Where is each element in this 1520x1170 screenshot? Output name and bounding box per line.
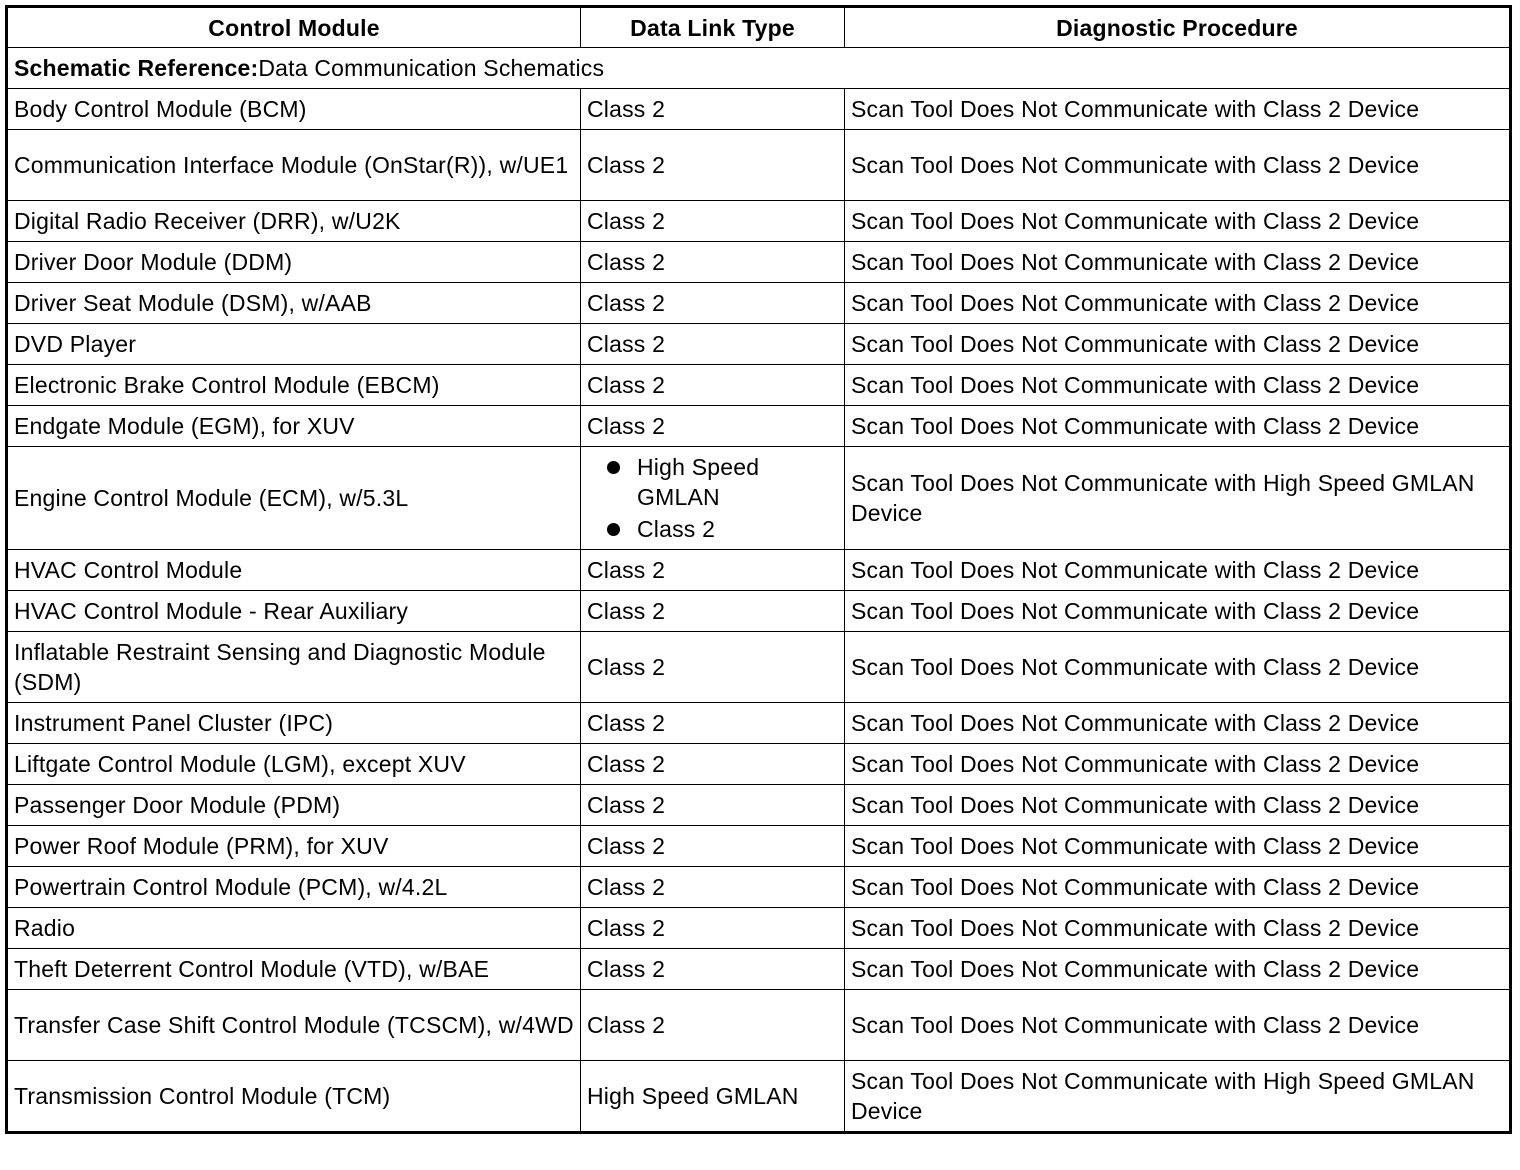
- module-cell: Electronic Brake Control Module (EBCM): [7, 365, 581, 406]
- table-row: [7, 130, 1511, 201]
- table-row: [7, 908, 1511, 949]
- bullet-icon: [607, 461, 620, 474]
- module-cell: Transfer Case Shift Control Module (TCSCM), w/4WD: [7, 990, 581, 1061]
- table-row: [7, 550, 1511, 591]
- link-type-item: High Speed GMLAN: [637, 454, 760, 510]
- module-cell: Communication Interface Module (OnStar(R)), w/UE1: [7, 130, 581, 201]
- link-type-cell: Class 2: [581, 242, 845, 283]
- procedure-cell: Scan Tool Does Not Communicate with Class 2 Device: [845, 785, 1511, 826]
- table-row: [7, 826, 1511, 867]
- link-type-cell: Class 2: [581, 826, 845, 867]
- procedure-cell: Scan Tool Does Not Communicate with Class 2 Device: [845, 826, 1511, 867]
- link-type-list: [587, 452, 838, 544]
- procedure-cell: Scan Tool Does Not Communicate with Class 2 Device: [845, 283, 1511, 324]
- procedure-cell: Scan Tool Does Not Communicate with Class 2 Device: [845, 632, 1511, 703]
- procedure-cell: Scan Tool Does Not Communicate with Class 2 Device: [845, 867, 1511, 908]
- table-row: [7, 990, 1511, 1061]
- table-row: [7, 89, 1511, 130]
- procedure-cell: Scan Tool Does Not Communicate with Class 2 Device: [845, 406, 1511, 447]
- link-type-cell: Class 2: [581, 591, 845, 632]
- table-row: [7, 949, 1511, 990]
- link-type-cell: Class 2: [581, 867, 845, 908]
- link-type-cell: Class 2: [581, 632, 845, 703]
- link-type-cell: Class 2: [581, 949, 845, 990]
- link-type-cell: Class 2: [581, 283, 845, 324]
- table-row: [7, 365, 1511, 406]
- table-row: [7, 867, 1511, 908]
- link-type-cell: Class 2: [581, 908, 845, 949]
- procedure-cell: Scan Tool Does Not Communicate with Class 2 Device: [845, 201, 1511, 242]
- procedure-cell: Scan Tool Does Not Communicate with Class 2 Device: [845, 89, 1511, 130]
- module-cell: Instrument Panel Cluster (IPC): [7, 703, 581, 744]
- module-cell: DVD Player: [7, 324, 581, 365]
- table-row: [7, 242, 1511, 283]
- link-type-cell: Class 2: [581, 703, 845, 744]
- table-row: [7, 324, 1511, 365]
- table-row: [7, 1061, 1511, 1133]
- link-type-cell: [581, 447, 845, 550]
- procedure-cell: Scan Tool Does Not Communicate with Class 2 Device: [845, 365, 1511, 406]
- procedure-cell: Scan Tool Does Not Communicate with Class 2 Device: [845, 591, 1511, 632]
- module-cell: Transmission Control Module (TCM): [7, 1061, 581, 1133]
- bullet-icon: [607, 523, 620, 536]
- header-diagnostic-procedure: Diagnostic Procedure: [845, 7, 1511, 48]
- module-cell: Radio: [7, 908, 581, 949]
- link-type-cell: High Speed GMLAN: [581, 1061, 845, 1133]
- module-cell: Driver Seat Module (DSM), w/AAB: [7, 283, 581, 324]
- procedure-cell: Scan Tool Does Not Communicate with Class 2 Device: [845, 242, 1511, 283]
- table-row: [7, 201, 1511, 242]
- link-type-cell: Class 2: [581, 130, 845, 201]
- table-row: [7, 447, 1511, 550]
- link-type-cell: Class 2: [581, 744, 845, 785]
- schematic-reference-link: Data Communication Schematics: [258, 55, 605, 81]
- procedure-cell: Scan Tool Does Not Communicate with Class 2 Device: [845, 324, 1511, 365]
- table-row: [7, 703, 1511, 744]
- module-cell: Body Control Module (BCM): [7, 89, 581, 130]
- table-row: [7, 591, 1511, 632]
- table-row: [7, 744, 1511, 785]
- module-cell: Inflatable Restraint Sensing and Diagnostic Module (SDM): [7, 632, 581, 703]
- table-row: [7, 785, 1511, 826]
- link-type-cell: Class 2: [581, 785, 845, 826]
- link-type-cell: Class 2: [581, 406, 845, 447]
- link-type-cell: Class 2: [581, 89, 845, 130]
- module-cell: Liftgate Control Module (LGM), except XUV: [7, 744, 581, 785]
- header-row: [7, 7, 1511, 48]
- header-control-module: Control Module: [7, 7, 581, 48]
- procedure-cell: Scan Tool Does Not Communicate with Class 2 Device: [845, 744, 1511, 785]
- link-type-cell: Class 2: [581, 324, 845, 365]
- table-row: [7, 632, 1511, 703]
- module-cell: HVAC Control Module: [7, 550, 581, 591]
- document-table-frame: [5, 5, 1509, 1165]
- module-cell: Driver Door Module (DDM): [7, 242, 581, 283]
- module-cell: Endgate Module (EGM), for XUV: [7, 406, 581, 447]
- module-cell: Passenger Door Module (PDM): [7, 785, 581, 826]
- procedure-cell: Scan Tool Does Not Communicate with High Speed GMLAN Device: [845, 1061, 1511, 1133]
- header-data-link-type: Data Link Type: [581, 7, 845, 48]
- link-type-cell: Class 2: [581, 365, 845, 406]
- schematic-reference-row: [7, 48, 1511, 89]
- procedure-cell: Scan Tool Does Not Communicate with Class 2 Device: [845, 703, 1511, 744]
- module-cell: HVAC Control Module - Rear Auxiliary: [7, 591, 581, 632]
- module-cell: Powertrain Control Module (PCM), w/4.2L: [7, 867, 581, 908]
- procedure-cell: Scan Tool Does Not Communicate with Class 2 Device: [845, 949, 1511, 990]
- link-type-cell: Class 2: [581, 201, 845, 242]
- schematic-reference-label: Schematic Reference:: [14, 55, 259, 81]
- procedure-cell: Scan Tool Does Not Communicate with High Speed GMLAN Device: [845, 447, 1511, 550]
- procedure-cell: Scan Tool Does Not Communicate with Class 2 Device: [845, 990, 1511, 1061]
- procedure-cell: Scan Tool Does Not Communicate with Class 2 Device: [845, 130, 1511, 201]
- table-row: [7, 283, 1511, 324]
- list-item: [607, 514, 838, 544]
- schematic-reference-cell: [7, 48, 1511, 89]
- control-module-table: [5, 5, 1512, 1134]
- procedure-cell: Scan Tool Does Not Communicate with Class 2 Device: [845, 908, 1511, 949]
- module-cell: Theft Deterrent Control Module (VTD), w/BAE: [7, 949, 581, 990]
- module-cell: Engine Control Module (ECM), w/5.3L: [7, 447, 581, 550]
- link-type-item: Class 2: [637, 516, 716, 542]
- module-cell: Power Roof Module (PRM), for XUV: [7, 826, 581, 867]
- procedure-cell: Scan Tool Does Not Communicate with Class 2 Device: [845, 550, 1511, 591]
- module-cell: Digital Radio Receiver (DRR), w/U2K: [7, 201, 581, 242]
- link-type-cell: Class 2: [581, 990, 845, 1061]
- table-row: [7, 406, 1511, 447]
- link-type-cell: Class 2: [581, 550, 845, 591]
- list-item: [607, 452, 838, 512]
